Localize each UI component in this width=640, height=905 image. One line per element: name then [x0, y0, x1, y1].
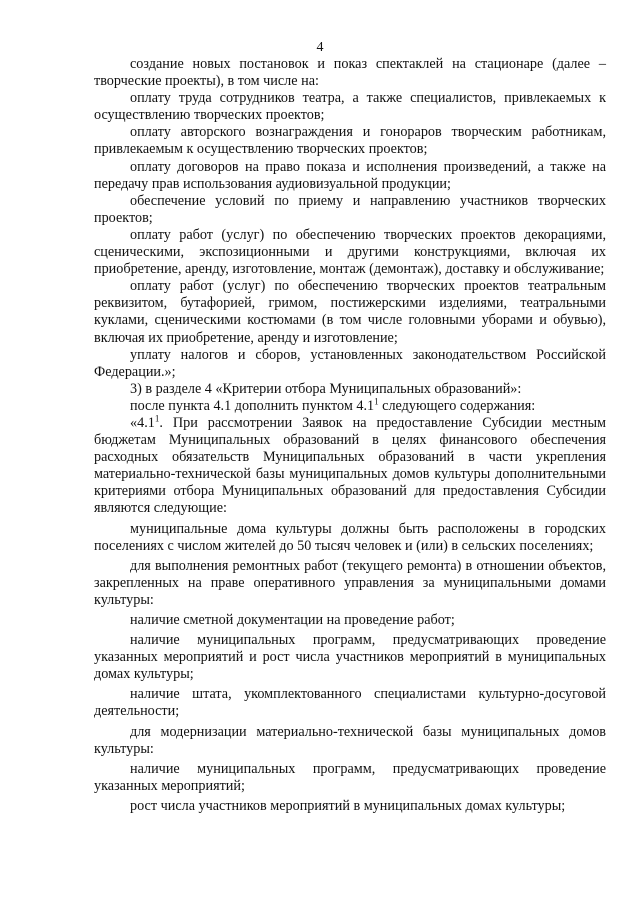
paragraph-amendment — [94, 398, 606, 415]
paragraph: оплату договоров на право показа и исполнения произведений, а также на передачу прав использования аудиовизуальной продукции; — [94, 158, 606, 192]
paragraph: 3) в разделе 4 «Критерии отбора Муниципальных образований»: — [130, 380, 522, 397]
paragraph: наличие штата, укомплектованного специалистами культурно-досуговой деятельности; — [94, 686, 606, 720]
clause-number: «4.1 — [130, 414, 155, 431]
superscript: 1 — [154, 413, 160, 424]
paragraph: оплату работ (услуг) по обеспечению творческих проектов декорациями, сценическими, экспозиционными и другими конструкциями, включая их приобретение, аренду, изготовление, монтаж (демонтаж), доставку и обслуживание; — [94, 226, 606, 278]
paragraph: уплату налогов и сборов, установленных законодательством Российской Федерации.»; — [94, 346, 606, 380]
amendment-text: после пункта 4.1 дополнить пунктом 4.1 — [130, 397, 375, 414]
paragraph: для выполнения ремонтных работ (текущего ремонта) в отношении объектов, закрепленных на праве оперативного управления за муниципальными домами культуры: — [94, 557, 606, 608]
paragraph: наличие муниципальных программ, предусматривающих проведение указанных мероприятий; — [94, 760, 606, 794]
paragraph: муниципальные дома культуры должны быть расположены в городских поселениях с числом жителей до 50 тысяч человек и (или) в сельских поселениях; — [94, 520, 606, 554]
paragraph: оплату труда сотрудников театра, а также специалистов, привлекаемых к осуществлению творческих проектов; — [94, 90, 606, 124]
paragraph: наличие сметной документации на проведение работ; — [130, 612, 455, 628]
paragraph-clause — [94, 415, 606, 518]
page-number: 4 — [316, 40, 324, 55]
paragraph: оплату работ (услуг) по обеспечению творческих проектов театральным реквизитом, бутафорией, гримом, постижерскими изделиями, театральными куклами, сценическими костюмами (в том числе головными уборами и обувью), включая их приобретение, аренду и изготовление; — [94, 278, 606, 346]
paragraph: рост числа участников мероприятий в муниципальных домах культуры; — [130, 797, 566, 814]
paragraph: обеспечение условий по приему и направлению участников творческих проектов; — [94, 192, 606, 226]
document-body — [94, 56, 606, 815]
superscript: 1 — [374, 396, 379, 407]
paragraph: создание новых постановок и показ спектаклей на стационаре (далее – творческие проекты), в том числе на: — [94, 56, 606, 90]
clause-text: . При рассмотрении Заявок на предоставление Субсидии местным бюджетам Муниципальных образований в целях финансового обеспечения расходных обязательств Муниципальных образований в части укрепления материально-технической базы муниципальных домов культуры дополнительными критериями отбора Муниципальных образований для предоставления Субсидии являются следующие: — [94, 414, 606, 517]
paragraph: оплату авторского вознаграждения и гонораров творческим работникам, привлекаемым к осуществлению творческих проектов; — [94, 124, 606, 158]
paragraph: наличие муниципальных программ, предусматривающих проведение указанных мероприятий и рост числа участников мероприятий в муниципальных домах культуры; — [94, 632, 606, 683]
paragraph: для модернизации материально-технической базы муниципальных домов культуры: — [94, 723, 606, 757]
amendment-text-end: следующего содержания: — [378, 397, 536, 414]
